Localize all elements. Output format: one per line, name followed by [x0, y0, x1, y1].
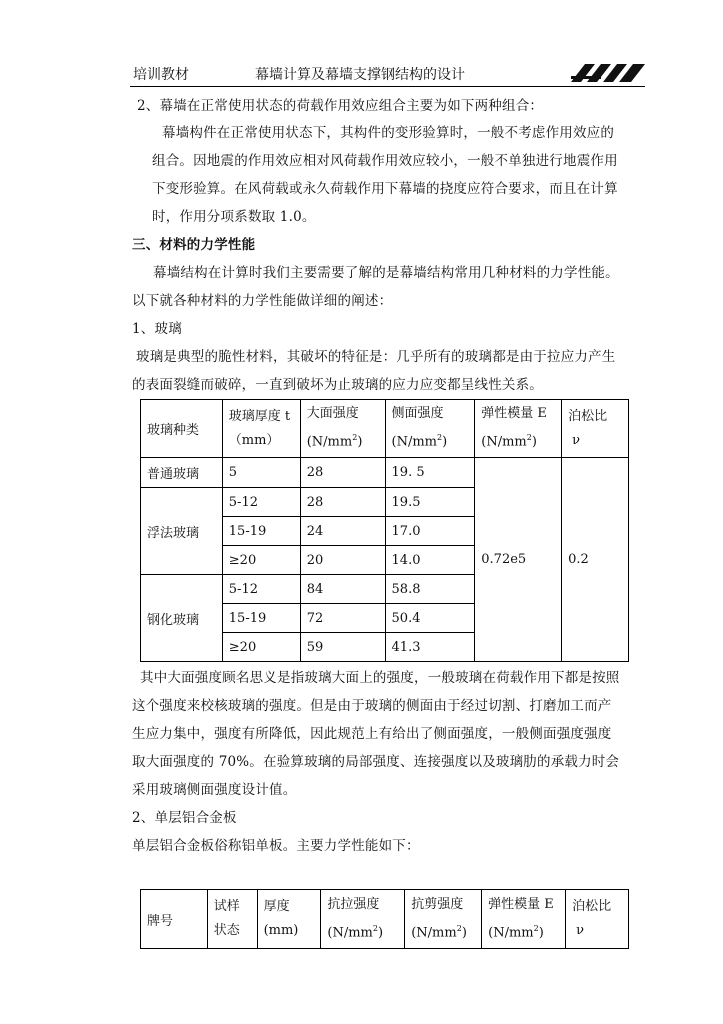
cell-thickness: 15-19 — [222, 517, 300, 546]
cell-face: 84 — [300, 575, 385, 604]
cell-thickness: 5-12 — [222, 575, 300, 604]
cell-edge: 58.8 — [385, 575, 475, 604]
paragraph-line: 时，作用分项系数取 1.0。 — [152, 209, 316, 225]
header-sample-state: 试样 状态 — [207, 890, 257, 949]
paragraph-line: 其中大面强度顾名思义是指玻璃大面上的强度，一般玻璃在荷载作用下都是按照 — [140, 670, 620, 686]
table-row — [141, 458, 629, 488]
group-tempered: 钢化玻璃 — [141, 575, 223, 662]
header-poisson: 泊松比 ν — [562, 400, 629, 458]
paragraph-combination-intro: 2、幕墙在正常使用状态的荷载作用效应组合主要为如下两种组合： — [137, 98, 544, 114]
paragraph-line: 下变形验算。在风荷载或永久荷载作用下幕墙的挠度应符合要求，而且在计算 — [152, 181, 618, 197]
header-left: 培训教材 — [133, 67, 189, 83]
cell-edge: 19.5 — [385, 488, 475, 517]
cell-poisson: 0.2 — [562, 458, 629, 662]
header-elastic-modulus: 弹性模量 E $(N/mm^2)$ — [475, 400, 562, 458]
header-poisson: 泊松比 ν — [566, 890, 629, 949]
header-rule — [130, 86, 645, 87]
cell-thickness: 5-12 — [222, 488, 300, 517]
header-face-strength: 大面强度 $(N/mm^2)$ — [300, 400, 385, 458]
paragraph-line: 这个强度来校核玻璃的强度。但是由于玻璃的侧面由于经过切割、打磨加工而产 — [132, 698, 612, 714]
paragraph-line: 的表面裂缝而破碎，一直到破坏为止玻璃的应力应变都呈线性关系。 — [132, 377, 543, 393]
paragraph-line: 生应力集中，强度有所降低，因此规范上有给出了侧面强度，一般侧面强度强度 — [132, 726, 612, 742]
paragraph-line: 幕墙结构在计算时我们主要需要了解的是幕墙结构常用几种材料的力学性能。 — [153, 265, 619, 281]
subsection-heading: 1、玻璃 — [132, 321, 182, 337]
cell-thickness: ≥20 — [222, 546, 300, 575]
group-float: 浮法玻璃 — [141, 488, 223, 575]
cell-thickness: 15-19 — [222, 604, 300, 633]
paragraph-line: 组合。因地震的作用效应相对风荷载作用效应较小，一般不单独进行地震作用 — [152, 153, 618, 169]
header-edge-strength: 侧面强度 $(N/mm^2)$ — [385, 400, 475, 458]
cell-edge: 19. 5 — [385, 458, 475, 488]
header-title: 幕墙计算及幕墙支撑钢结构的设计 — [255, 67, 465, 83]
header-thickness: 厚度 (mm) — [257, 890, 321, 949]
cell-edge: 17.0 — [385, 517, 475, 546]
cell-edge: 50.4 — [385, 604, 475, 633]
cell-thickness: 5 — [222, 458, 300, 488]
header-shear-strength: 抗剪强度 $(N/mm^2)$ — [405, 890, 482, 949]
page-header — [133, 62, 643, 86]
cell-face: 20 — [300, 546, 385, 575]
aluminum-properties-table — [140, 889, 629, 949]
cell-face: 59 — [300, 633, 385, 662]
cell-modulus: 0.72e5 — [475, 458, 562, 662]
cell-edge: 41.3 — [385, 633, 475, 662]
header-tensile-strength: 抗拉强度 $(N/mm^2)$ — [321, 890, 405, 949]
paragraph-line: 玻璃是典型的脆性材料，其破坏的特征是：几乎所有的玻璃都是由于拉应力产生 — [136, 349, 616, 365]
header-elastic-modulus: 弹性模量 E $(N/mm^2)$ — [482, 890, 566, 949]
cell-face: 72 — [300, 604, 385, 633]
glass-properties-table — [140, 399, 629, 662]
group-ordinary: 普通玻璃 — [141, 458, 223, 488]
cell-face: 28 — [300, 458, 385, 488]
paragraph-line: 采用玻璃侧面强度设计值。 — [132, 782, 297, 798]
paragraph-line: 幕墙构件在正常使用状态下，其构件的变形验算时，一般不考虑作用效应的 — [162, 125, 615, 141]
cell-thickness: ≥20 — [222, 633, 300, 662]
header-glass-type: 玻璃种类 — [141, 400, 223, 458]
paragraph-line: 单层铝合金板俗称铝单板。主要力学性能如下： — [132, 838, 420, 854]
cell-edge: 14.0 — [385, 546, 475, 575]
subsection-heading: 2、单层铝合金板 — [132, 810, 237, 826]
section-heading: 三、材料的力学性能 — [132, 237, 256, 253]
cell-face: 24 — [300, 517, 385, 546]
stripes-logo-icon — [571, 62, 645, 84]
paragraph-line: 取大面强度的 70%。在验算玻璃的局部强度、连接强度以及玻璃肋的承载力时会 — [132, 754, 620, 770]
paragraph-line: 以下就各种材料的力学性能做详细的阐述： — [132, 293, 393, 309]
header-grade: 牌号 — [141, 890, 208, 949]
cell-face: 28 — [300, 488, 385, 517]
header-thickness: 玻璃厚度 t （mm） — [222, 400, 300, 458]
